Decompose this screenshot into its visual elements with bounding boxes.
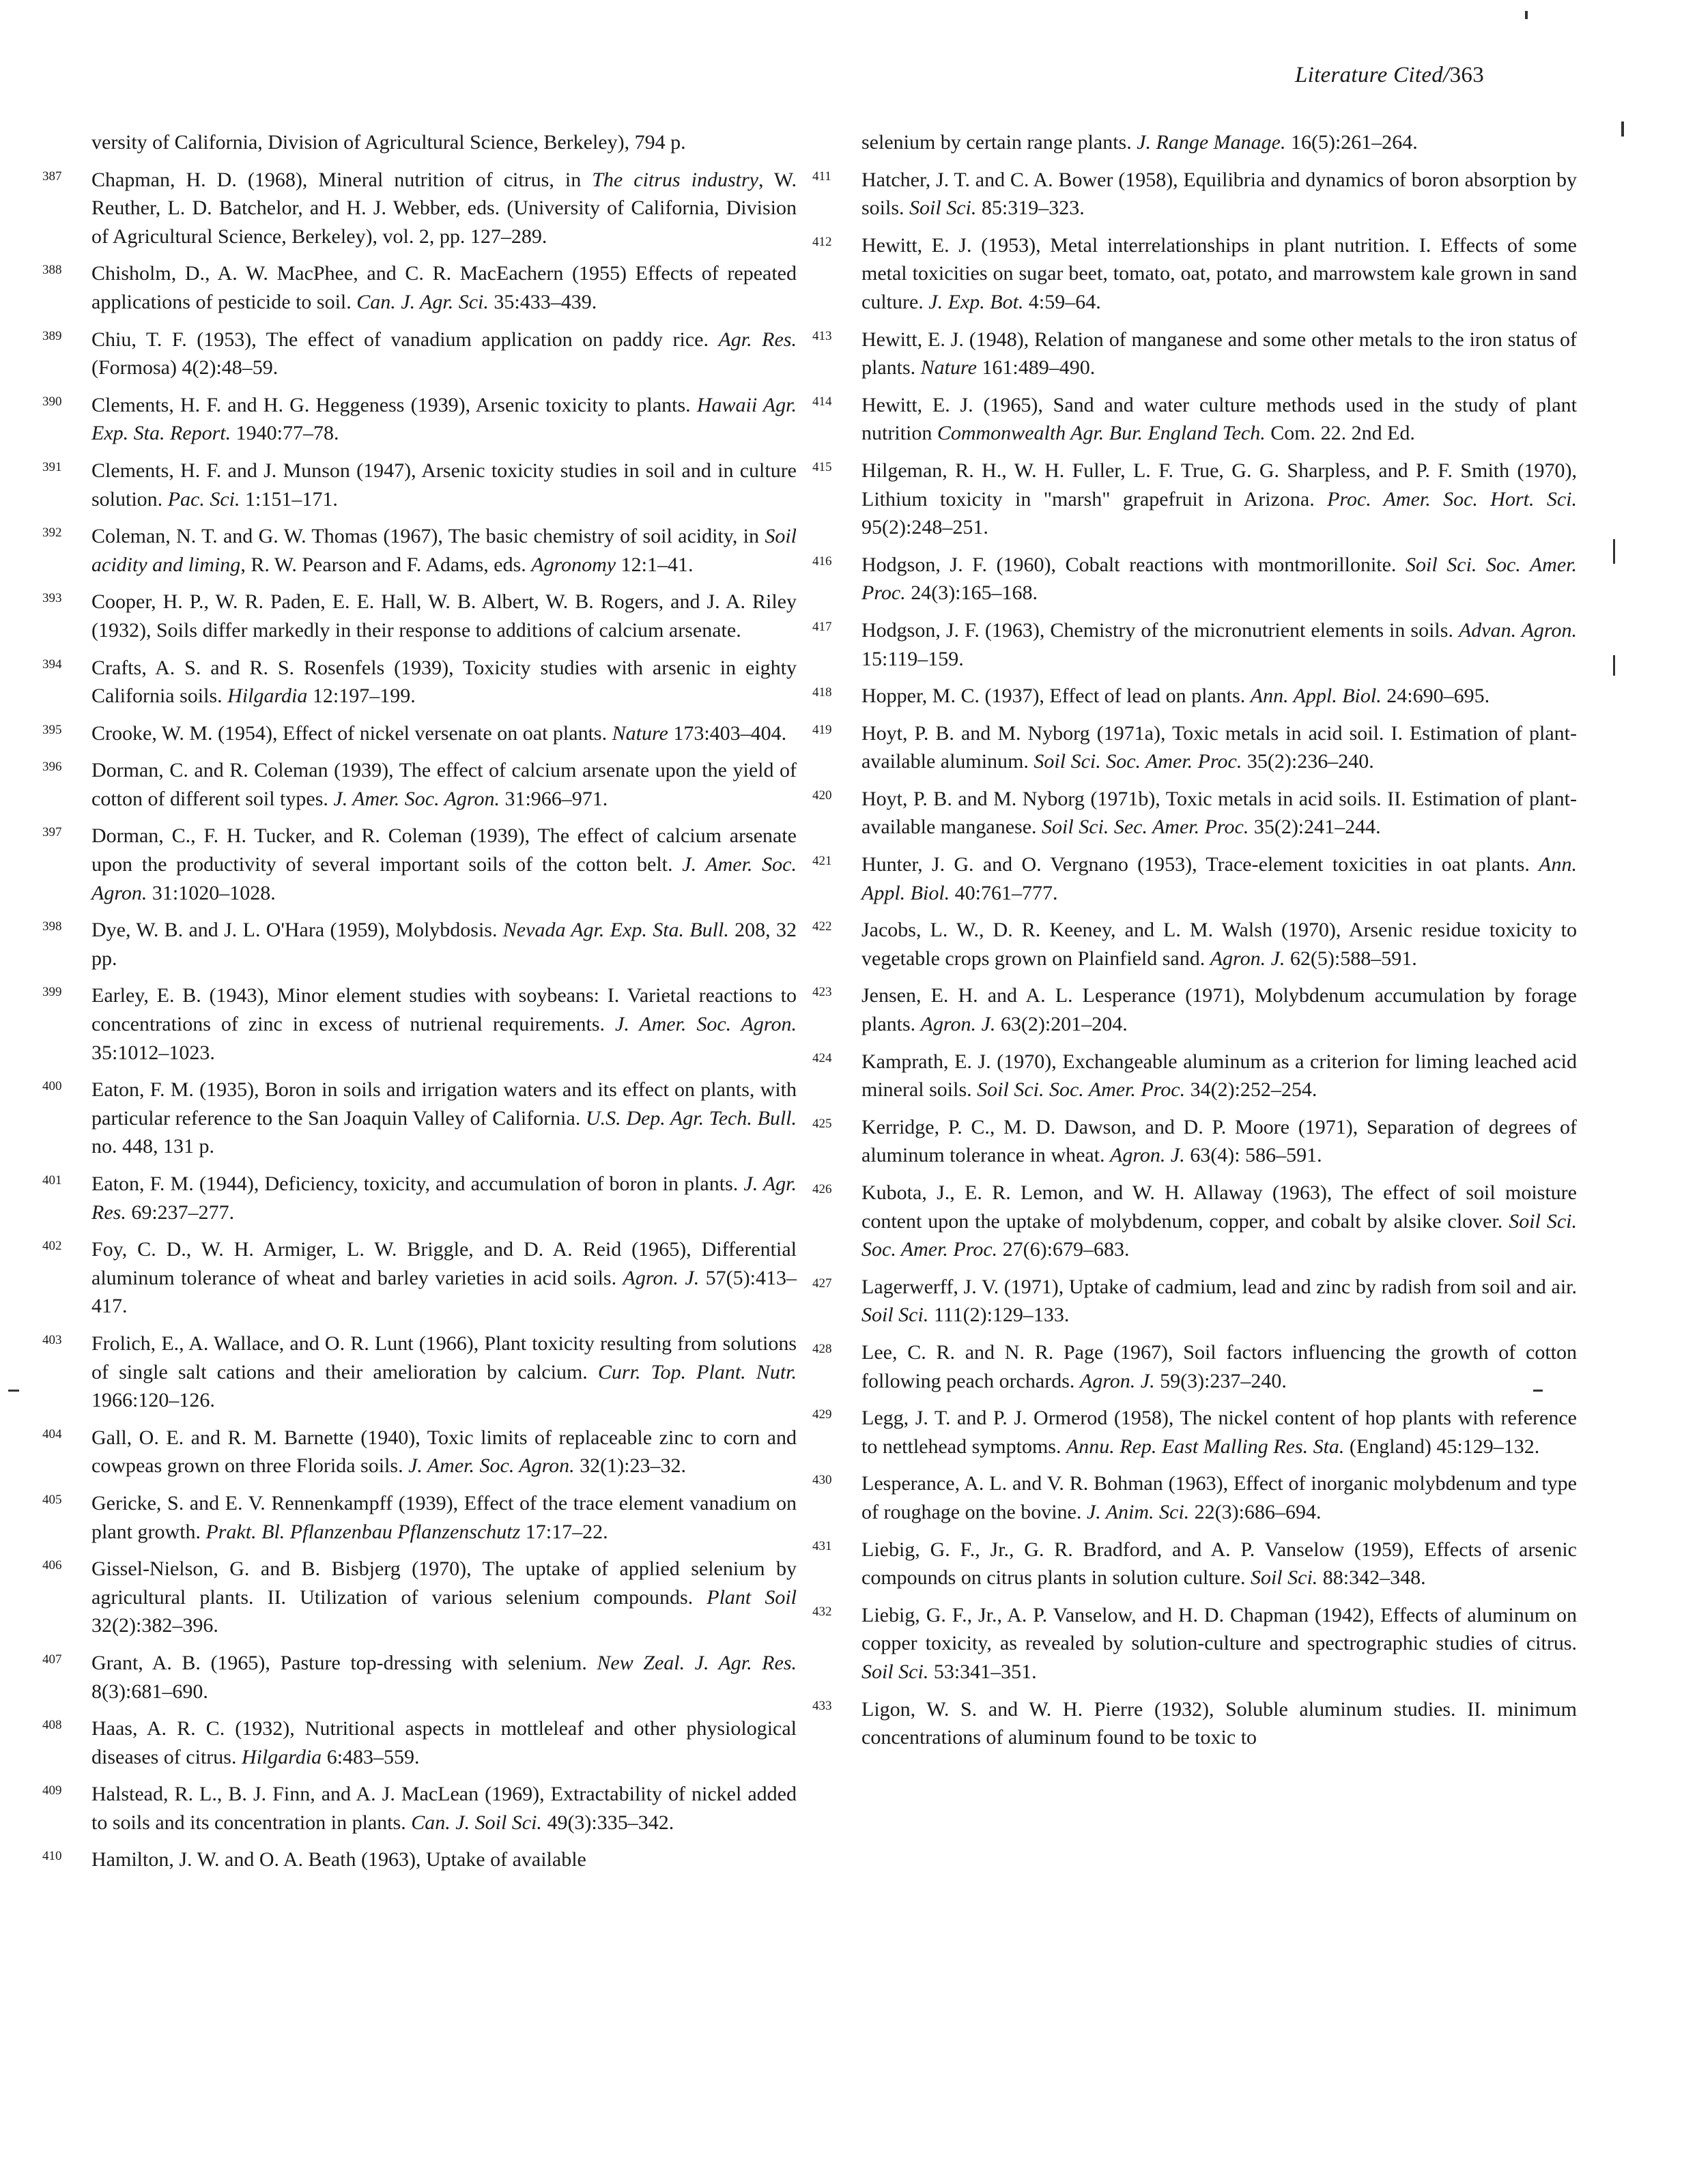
right-column xyxy=(812,128,1577,1757)
reference-entry xyxy=(42,650,797,710)
reference-text: Haas, A. R. C. (1932), Nutritional aspects in mottleleaf and other physiological diseases of citrus. xyxy=(91,1717,797,1768)
journal-title: J. Range Manage. xyxy=(1137,131,1286,154)
reference-text: Hewitt, E. J. (1965), Sand and water culture methods used in the study of plant nutrition xyxy=(861,393,1577,445)
reference-text: , W. Reuther, L. D. Batchelor, and H. J. Webber, eds. (University of California, Division of Agricultural Science, Berkeley), vol. 2, pp. 127–289. xyxy=(91,168,797,248)
journal-title: Soil Sci. Soc. Amer. Proc. xyxy=(861,1209,1577,1261)
journal-title: Hawaii Agr. Exp. Sta. Report. xyxy=(91,393,797,445)
reference-text: Kubota, J., E. R. Lemon, and W. H. Allaway (1963), The effect of soil moisture content upon the uptake of molybdenum, copper, and cobalt by alsike clover. xyxy=(861,1181,1577,1233)
reference-text: Crafts, A. S. and R. S. Rosenfels (1939), Toxicity studies with arsenic in eighty California soils. xyxy=(91,656,797,708)
reference-entry xyxy=(42,584,797,644)
reference-entry xyxy=(42,1711,797,1771)
reference-text: Chapman, H. D. (1968), Mineral nutrition of citrus, in xyxy=(91,168,593,191)
reference-text: 62(5):588–591. xyxy=(1285,947,1417,970)
reference-entry xyxy=(812,1175,1577,1264)
page-number: 363 xyxy=(1449,63,1484,87)
reference-number: 401 xyxy=(42,1173,62,1188)
journal-title: U.S. Dep. Agr. Tech. Bull. xyxy=(586,1106,797,1130)
reference-entry xyxy=(42,753,797,813)
journal-title: Proc. Amer. Soc. Hort. Sci. xyxy=(1327,487,1577,511)
reference-text: Hunter, J. G. and O. Vergnano (1953), Trace-element toxicities in oat plants. xyxy=(861,853,1539,876)
reference-text: 111(2):129–133. xyxy=(928,1304,1070,1327)
reference-number: 405 xyxy=(42,1492,62,1507)
reference-entry xyxy=(42,1326,797,1415)
reference-text: Com. 22. 2nd Ed. xyxy=(1265,422,1415,445)
reference-number: 399 xyxy=(42,985,62,1000)
reference-entry xyxy=(42,1420,797,1480)
reference-entry xyxy=(812,322,1577,382)
reference-number: 407 xyxy=(42,1652,62,1667)
reference-text: Halstead, R. L., B. J. Finn, and A. J. MacLean (1969), Extractability of nickel added to soils and its concentration in plants. xyxy=(91,1783,797,1834)
reference-number: 423 xyxy=(812,985,832,1000)
journal-title: Agr. Res. xyxy=(718,328,797,351)
reference-entry xyxy=(42,162,797,251)
reference-text: no. 448, 131 p. xyxy=(91,1135,214,1158)
reference-entry xyxy=(42,1232,797,1321)
reference-text: Kamprath, E. J. (1970), Exchangeable aluminum as a criterion for liming leached acid mineral soils. xyxy=(861,1050,1577,1102)
journal-title: Ann. Appl. Biol. xyxy=(1250,685,1382,708)
journal-title: Curr. Top. Plant. Nutr. xyxy=(597,1360,797,1383)
reference-number: 387 xyxy=(42,169,62,184)
reference-number: 433 xyxy=(812,1698,832,1713)
reference-text: (Formosa) 4(2):48–59. xyxy=(91,356,279,379)
reference-text: Hoyt, P. B. and M. Nyborg (1971b), Toxic metals in acid soils. II. Estimation of plant-available manganese. xyxy=(861,787,1577,839)
reference-text: Gall, O. E. and R. M. Barnette (1940), Toxic limits of replaceable zinc to corn and cowpeas grown on three Florida soils. xyxy=(91,1426,797,1478)
reference-entry xyxy=(812,1044,1577,1104)
reference-entry xyxy=(812,978,1577,1038)
journal-title: Prakt. Bl. Pflanzenbau Pflanzenschutz xyxy=(205,1520,521,1543)
reference-number: 429 xyxy=(812,1407,832,1422)
reference-text: Hatcher, J. T. and C. A. Bower (1958), Equilibria and dynamics of boron absorption by soils. xyxy=(861,168,1577,220)
reference-text: 88:342–348. xyxy=(1317,1566,1426,1590)
reference-number: 428 xyxy=(812,1341,832,1356)
scan-mark xyxy=(1533,1390,1543,1392)
reference-text: Liebig, G. F., Jr., A. P. Vanselow, and H. D. Chapman (1942), Effects of aluminum on copper toxicity, as revealed by solution-culture and spectrographic studies of citrus. xyxy=(861,1603,1577,1655)
reference-entry xyxy=(42,453,797,513)
reference-number: 397 xyxy=(42,825,62,840)
journal-title: Agron. J. xyxy=(920,1013,996,1036)
reference-text: Coleman, N. T. and G. W. Thomas (1967), The basic chemistry of soil acidity, in xyxy=(91,525,765,548)
journal-title: Nature xyxy=(920,356,977,379)
reference-text: Eaton, F. M. (1935), Boron in soils and irrigation waters and its effect on plants, with particular reference to the San Joaquin Valley of California. xyxy=(91,1078,797,1130)
reference-text: 161:489–490. xyxy=(976,356,1096,379)
journal-title: Commonwealth Agr. Bur. England Tech. xyxy=(937,422,1266,445)
journal-title: Plant Soil xyxy=(707,1585,797,1609)
reference-entry xyxy=(812,453,1577,542)
reference-text: Grant, A. B. (1965), Pasture top-dressing with selenium. xyxy=(91,1651,597,1674)
journal-title: Agron. J. xyxy=(1079,1369,1155,1392)
reference-text: Kerridge, P. C., M. D. Dawson, and D. P. Moore (1971), Separation of degrees of aluminum tolerance in wheat. xyxy=(861,1115,1577,1167)
reference-entry xyxy=(812,847,1577,907)
reference-number: 406 xyxy=(42,1558,62,1573)
reference-text: 6:483–559. xyxy=(322,1745,420,1768)
journal-title: Can. J. Soil Sci. xyxy=(411,1811,542,1834)
journal-title: Agron. J. xyxy=(1110,1144,1185,1167)
reference-text: 32(1):23–32. xyxy=(574,1454,686,1478)
reference-entry xyxy=(42,913,797,973)
reference-text: 12:1–41. xyxy=(616,553,694,576)
reference-text: Frolich, E., A. Wallace, and O. R. Lunt (1966), Plant toxicity resulting from solutions of single salt cations and their amelioration by calcium. xyxy=(91,1332,797,1383)
reference-number: 413 xyxy=(812,328,832,343)
reference-entry xyxy=(812,1335,1577,1395)
reference-text: 49(3):335–342. xyxy=(541,1811,674,1834)
reference-text: 40:761–777. xyxy=(950,881,1058,904)
reference-number: 408 xyxy=(42,1718,62,1733)
journal-title: New Zeal. J. Agr. Res. xyxy=(597,1651,797,1674)
reference-text: Liebig, G. F., Jr., G. R. Bradford, and A. P. Vanselow (1959), Effects of arsenic compounds on citrus plants in solution culture. xyxy=(861,1538,1577,1590)
reference-entry xyxy=(812,1400,1577,1461)
reference-text: Lagerwerff, J. V. (1971), Uptake of cadmium, lead and zinc by radish from soil and air. xyxy=(861,1275,1577,1298)
scan-mark xyxy=(8,1390,19,1392)
reference-entry xyxy=(42,1166,797,1226)
reference-entry xyxy=(42,388,797,448)
journal-title: J. Amer. Soc. Agron. xyxy=(333,787,500,810)
left-column xyxy=(42,128,797,1880)
reference-text: 24(3):165–168. xyxy=(905,581,1038,605)
reference-text: Foy, C. D., W. H. Armiger, L. W. Briggle, and D. A. Reid (1965), Differential aluminum tolerance of wheat and barley varieties in acid soils. xyxy=(91,1238,797,1289)
reference-text: 24:690–695. xyxy=(1381,685,1490,708)
reference-entry xyxy=(812,1692,1577,1752)
reference-entry xyxy=(42,1551,797,1640)
journal-title: Soil Sci. Soc. Amer. Proc. xyxy=(977,1078,1186,1102)
running-head-separator: / xyxy=(1443,63,1450,87)
reference-number: 396 xyxy=(42,760,62,775)
reference-number: 395 xyxy=(42,722,62,737)
reference-number: 427 xyxy=(812,1276,832,1291)
reference-text: Jacobs, L. W., D. R. Keeney, and L. M. Walsh (1970), Arsenic residue toxicity to vegetable crops grown on Plainfield sand. xyxy=(861,919,1577,970)
reference-number: 412 xyxy=(812,234,832,249)
reference-number: 388 xyxy=(42,263,62,278)
reference-text: 53:341–351. xyxy=(928,1660,1037,1683)
reference-entry xyxy=(812,1598,1577,1686)
scan-mark xyxy=(1613,655,1615,676)
reference-number: 410 xyxy=(42,1849,62,1864)
reference-number: 431 xyxy=(812,1538,832,1553)
journal-title: Can. J. Agr. Sci. xyxy=(356,290,489,313)
journal-title: Soil Sci. Sec. Amer. Proc. xyxy=(1042,816,1249,839)
reference-entry xyxy=(42,1646,797,1706)
reference-entry xyxy=(812,547,1577,607)
journal-title: Agronomy xyxy=(531,553,616,576)
reference-text: Hodgson, J. F. (1960), Cobalt reactions with montmorillonite. xyxy=(861,553,1406,576)
reference-text: 59(3):237–240. xyxy=(1154,1369,1287,1392)
reference-text: Hopper, M. C. (1937), Effect of lead on plants. xyxy=(861,685,1251,708)
reference-number: 424 xyxy=(812,1050,832,1065)
reference-text: 31:966–971. xyxy=(499,787,608,810)
reference-entry xyxy=(42,1486,797,1546)
reference-text: (England) 45:129–132. xyxy=(1344,1435,1540,1458)
reference-text: 1940:77–78. xyxy=(231,422,339,445)
reference-entry xyxy=(42,716,797,748)
reference-number: 398 xyxy=(42,919,62,934)
reference-text: 8(3):681–690. xyxy=(91,1680,208,1703)
reference-text: 27(6):679–683. xyxy=(997,1238,1130,1261)
scan-mark xyxy=(1525,11,1528,19)
reference-text: selenium by certain range plants. xyxy=(861,131,1137,154)
reference-text: 16(5):261–264. xyxy=(1285,131,1418,154)
reference-text: versity of California, Division of Agricultural Science, Berkeley), 794 p. xyxy=(91,131,686,154)
reference-text: Lesperance, A. L. and V. R. Bohman (1963), Effect of inorganic molybdenum and type of roughage on the bovine. xyxy=(861,1472,1577,1523)
reference-text: 22(3):686–694. xyxy=(1189,1500,1322,1523)
reference-number: 390 xyxy=(42,394,62,409)
reference-entry xyxy=(42,1777,797,1837)
journal-title: J. Amer. Soc. Agron. xyxy=(91,853,797,904)
reference-text: Dye, W. B. and J. L. O'Hara (1959), Molybdosis. xyxy=(91,919,503,942)
reference-entry xyxy=(812,1110,1577,1170)
reference-text: Gissel-Nielson, G. and B. Bisbjerg (1970), The uptake of applied selenium by agricultural plants. II. Utilization of various selenium compounds. xyxy=(91,1557,797,1609)
reference-entry xyxy=(42,978,797,1067)
journal-title: Soil Sci. xyxy=(909,197,977,220)
reference-text: Gericke, S. and E. V. Rennenkampff (1939), Effect of the trace element vanadium on plant growth. xyxy=(91,1491,797,1543)
reference-entry xyxy=(812,128,1577,157)
reference-number: 422 xyxy=(812,919,832,934)
reference-entry xyxy=(42,1072,797,1161)
reference-text: Legg, J. T. and P. J. Ormerod (1958), The nickel content of hop plants with reference to nettlehead symptoms. xyxy=(861,1407,1577,1458)
running-head-title: Literature Cited xyxy=(1294,63,1444,87)
reference-text: Dorman, C. and R. Coleman (1939), The effect of calcium arsenate upon the yield of cotton of different soil types. xyxy=(91,759,797,810)
reference-entry xyxy=(812,1269,1577,1330)
reference-text: 95(2):248–251. xyxy=(861,516,988,539)
reference-text: Jensen, E. H. and A. L. Lesperance (1971), Molybdenum accumulation by forage plants. xyxy=(861,984,1577,1036)
reference-text: Clements, H. F. and H. G. Heggeness (1939), Arsenic toxicity to plants. xyxy=(91,393,697,416)
reference-text: 57(5):413–417. xyxy=(91,1266,797,1318)
reference-text: 173:403–404. xyxy=(668,721,787,745)
reference-number: 415 xyxy=(812,459,832,474)
reference-text: Hilgeman, R. H., W. H. Fuller, L. F. True, G. G. Sharpless, and P. F. Smith (1970), Lithium toxicity in "marsh" grapefruit in Arizona. xyxy=(861,459,1577,511)
reference-text: Crooke, W. M. (1954), Effect of nickel versenate on oat plants. xyxy=(91,721,612,745)
reference-text: 1966:120–126. xyxy=(91,1389,215,1412)
journal-title: The citrus industry xyxy=(592,168,758,191)
reference-entry xyxy=(42,128,797,157)
journal-title: Hilgardia xyxy=(227,685,308,708)
reference-number: 404 xyxy=(42,1426,62,1441)
reference-number: 426 xyxy=(812,1182,832,1196)
journal-title: Nevada Agr. Exp. Sta. Bull. xyxy=(502,919,729,942)
reference-text: , R. W. Pearson and F. Adams, eds. xyxy=(240,553,532,576)
reference-number: 425 xyxy=(812,1116,832,1131)
reference-text: Eaton, F. M. (1944), Deficiency, toxicity, and accumulation of boron in plants. xyxy=(91,1173,744,1195)
reference-number: 416 xyxy=(812,554,832,569)
journal-title: Ann. Appl. Biol. xyxy=(861,853,1577,904)
journal-title: Soil Sci. xyxy=(861,1660,929,1683)
journal-title: J. Agr. Res. xyxy=(91,1173,797,1224)
reference-text: 34(2):252–254. xyxy=(1185,1078,1317,1102)
reference-number: 402 xyxy=(42,1239,62,1254)
reference-text: Ligon, W. S. and W. H. Pierre (1932), Soluble aluminum studies. II. minimum concentrations of aluminum found to be toxic to xyxy=(861,1697,1577,1749)
reference-number: 392 xyxy=(42,526,62,541)
reference-entry xyxy=(812,716,1577,776)
reference-text: Hewitt, E. J. (1953), Metal interrelationships in plant nutrition. I. Effects of some metal toxicities on sugar beet, tomato, oat, potato, and marrowstem kale grown in sand culture. xyxy=(861,233,1577,313)
reference-number: 393 xyxy=(42,591,62,606)
reference-text: 35:433–439. xyxy=(488,290,597,313)
reference-entry xyxy=(812,1466,1577,1526)
reference-entry xyxy=(42,322,797,382)
journal-title: Hilgardia xyxy=(241,1745,322,1768)
journal-title: Advan. Agron. xyxy=(1458,618,1577,642)
reference-text: 69:237–277. xyxy=(126,1201,235,1224)
journal-title: J. Amer. Soc. Agron. xyxy=(615,1013,797,1036)
reference-text: 31:1020–1028. xyxy=(147,881,276,904)
reference-number: 400 xyxy=(42,1079,62,1094)
journal-title: J. Amer. Soc. Agron. xyxy=(408,1454,575,1478)
reference-number: 403 xyxy=(42,1332,62,1347)
reference-text: Lee, C. R. and N. R. Page (1967), Soil factors influencing the growth of cotton following peach orchards. xyxy=(861,1340,1577,1392)
reference-entry xyxy=(42,818,797,907)
journal-title: Soil acidity and liming xyxy=(91,525,797,576)
reference-text: Dorman, C., F. H. Tucker, and R. Coleman (1939), The effect of calcium arsenate upon the productivity of several important soils of the cotton belt. xyxy=(91,824,797,876)
reference-entry xyxy=(812,613,1577,673)
reference-text: 63(4): 586–591. xyxy=(1184,1144,1322,1167)
reference-text: 35(2):241–244. xyxy=(1249,816,1381,839)
reference-text: 12:197–199. xyxy=(307,685,416,708)
reference-text: 17:17–22. xyxy=(520,1520,608,1543)
reference-entry xyxy=(812,162,1577,222)
reference-text: Cooper, H. P., W. R. Paden, E. E. Hall, W. B. Albert, W. B. Rogers, and J. A. Riley (1932), Soils differ markedly in their response to additions of calcium arsenate. xyxy=(91,590,797,642)
journal-title: Agron. J. xyxy=(623,1266,700,1289)
journal-title: Agron. J. xyxy=(1210,947,1285,970)
journal-title: J. Anim. Sci. xyxy=(1086,1500,1190,1523)
reference-text: Hodgson, J. F. (1963), Chemistry of the micronutrient elements in soils. xyxy=(861,618,1459,642)
reference-number: 420 xyxy=(812,788,832,803)
reference-number: 411 xyxy=(812,169,831,184)
journal-title: Pac. Sci. xyxy=(167,487,240,511)
reference-text: 32(2):382–396. xyxy=(91,1614,218,1637)
reference-text: Chiu, T. F. (1953), The effect of vanadium application on paddy rice. xyxy=(91,328,719,351)
reference-text: Clements, H. F. and J. Munson (1947), Arsenic toxicity studies in soil and in culture solution. xyxy=(91,459,797,511)
reference-number: 394 xyxy=(42,657,62,672)
journal-title: J. Exp. Bot. xyxy=(928,290,1024,313)
reference-number: 430 xyxy=(812,1473,832,1488)
reference-number: 409 xyxy=(42,1783,62,1798)
reference-text: 85:319–323. xyxy=(976,197,1085,220)
reference-number: 417 xyxy=(812,619,832,634)
scan-mark xyxy=(1613,539,1615,564)
reference-number: 432 xyxy=(812,1604,832,1619)
reference-entry xyxy=(812,781,1577,842)
journal-title: Soil Sci. Soc. Amer. Proc. xyxy=(1034,750,1242,773)
reference-entry xyxy=(812,913,1577,973)
running-head xyxy=(1295,63,1484,88)
reference-text: 35:1012–1023. xyxy=(91,1041,215,1064)
reference-entry xyxy=(812,1532,1577,1592)
reference-number: 421 xyxy=(812,854,832,869)
journal-title: Nature xyxy=(612,721,668,745)
reference-entry xyxy=(812,228,1577,317)
journal-title: Annu. Rep. East Malling Res. Sta. xyxy=(1066,1435,1345,1458)
reference-number: 389 xyxy=(42,328,62,343)
reference-entry xyxy=(812,678,1577,710)
reference-number: 391 xyxy=(42,459,62,474)
scan-mark xyxy=(1621,121,1624,136)
journal-title: Soil Sci. xyxy=(861,1304,929,1327)
reference-number: 419 xyxy=(812,722,832,737)
reference-text: 63(2):201–204. xyxy=(995,1013,1128,1036)
reference-number: 418 xyxy=(812,685,832,700)
journal-title: Soil Sci. xyxy=(1250,1566,1318,1590)
reference-text: 1:151–171. xyxy=(240,487,338,511)
reference-entry xyxy=(42,1842,797,1874)
reference-text: Hewitt, E. J. (1948), Relation of manganese and some other metals to the iron status of plants. xyxy=(861,328,1577,379)
reference-text: Earley, E. B. (1943), Minor element studies with soybeans: I. Varietal reactions to concentrations of zinc in excess of nutrienal requirements. xyxy=(91,984,797,1036)
reference-entry xyxy=(42,519,797,579)
reference-number: 414 xyxy=(812,394,832,409)
reference-text: Chisholm, D., A. W. MacPhee, and C. R. MacEachern (1955) Effects of repeated applications of pesticide to soil. xyxy=(91,262,797,313)
reference-entry xyxy=(42,256,797,316)
reference-text: 15:119–159. xyxy=(861,647,964,670)
reference-text: 208, 32 pp. xyxy=(91,919,797,970)
reference-entry xyxy=(812,388,1577,448)
journal-title: Soil Sci. Soc. Amer. Proc. xyxy=(861,553,1578,605)
reference-text: Hamilton, J. W. and O. A. Beath (1963), Uptake of available xyxy=(91,1848,586,1871)
reference-text: 4:59–64. xyxy=(1023,290,1101,313)
reference-text: Hoyt, P. B. and M. Nyborg (1971a), Toxic metals in acid soil. I. Estimation of plant-available aluminum. xyxy=(861,721,1577,773)
reference-text: 35(2):236–240. xyxy=(1242,750,1374,773)
